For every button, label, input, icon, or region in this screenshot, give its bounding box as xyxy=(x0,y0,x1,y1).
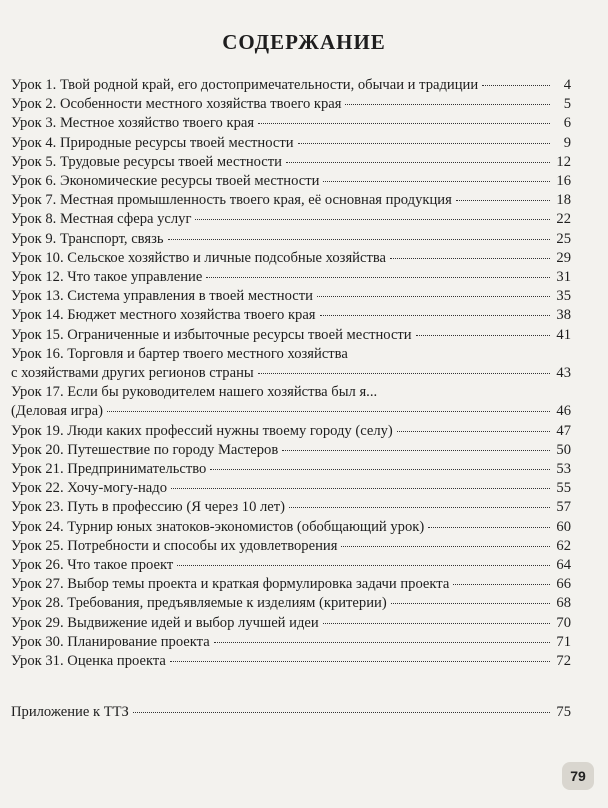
page-ref: 6 xyxy=(563,115,571,132)
lesson-title: Бюджет местного хозяйства твоего края xyxy=(67,307,316,324)
toc-appendix-title: Приложение к ТТЗ xyxy=(11,704,129,721)
dot-leader xyxy=(317,296,550,297)
dot-leader xyxy=(258,123,550,124)
dot-leader xyxy=(391,603,550,604)
lesson-title: Люди каких профессий нужны твоему городу (селу) xyxy=(67,422,393,439)
lesson-title: Природные ресурсы твоей местности xyxy=(59,134,294,151)
page-ref: 55 xyxy=(556,480,571,497)
dot-leader xyxy=(320,315,550,316)
lesson-title: Особенности местного хозяйства твоего края xyxy=(59,96,342,113)
dot-leader xyxy=(206,277,550,278)
toc-entry xyxy=(11,172,571,191)
page-ref: 25 xyxy=(556,230,571,247)
page-ref: 47 xyxy=(556,422,571,439)
page-ref: 50 xyxy=(556,441,571,458)
toc-appendix xyxy=(11,703,571,722)
toc-entry-17-line-1: Урок 17. Если бы руководителем нашего хозяйства был я... xyxy=(11,384,378,401)
dot-leader xyxy=(390,258,550,259)
dot-leader xyxy=(341,546,550,547)
toc-entry-16-page: 43 xyxy=(556,365,571,382)
toc-entry-17-line-2: (Деловая игра) xyxy=(11,403,104,420)
lesson-number: Урок 14. xyxy=(11,307,68,324)
lesson-number: Урок 2. xyxy=(11,96,60,113)
page-ref: 68 xyxy=(556,595,571,612)
page-ref: 41 xyxy=(556,326,571,343)
lesson-title: Местная промышленность твоего края, её основная продукция xyxy=(59,192,452,209)
toc-entry xyxy=(11,441,571,460)
lesson-number: Урок 8. xyxy=(11,211,60,228)
page-ref: 38 xyxy=(556,307,571,324)
lesson-title: Местная сфера услуг xyxy=(59,211,192,228)
toc-entry-17-line-2-row xyxy=(11,402,571,421)
page-ref: 62 xyxy=(556,537,571,554)
lesson-title: Потребности и способы их удовлетворения xyxy=(67,537,338,554)
lesson-title: Что такое проект xyxy=(67,557,174,574)
toc-entry xyxy=(11,230,571,249)
dot-leader xyxy=(416,335,550,336)
dot-leader xyxy=(286,162,550,163)
toc-entry xyxy=(11,191,571,210)
dot-leader xyxy=(170,661,550,662)
dot-leader xyxy=(177,565,550,566)
lesson-title: Транспорт, связь xyxy=(59,230,164,247)
toc-entry xyxy=(11,134,571,153)
lesson-number: Урок 19. xyxy=(11,422,68,439)
page-ref: 29 xyxy=(556,249,571,266)
page-ref: 12 xyxy=(556,153,571,170)
dot-leader xyxy=(323,623,550,624)
dot-leader xyxy=(133,712,550,713)
lesson-number: Урок 27. xyxy=(11,576,68,593)
toc-entry-16-line-2-row xyxy=(11,364,571,383)
page-ref: 70 xyxy=(556,614,571,631)
lesson-title: Трудовые ресурсы твоей местности xyxy=(59,153,282,170)
page-ref: 71 xyxy=(556,633,571,650)
page-ref: 9 xyxy=(563,134,571,151)
toc-entry xyxy=(11,95,571,114)
toc-entry xyxy=(11,518,571,537)
page-ref: 57 xyxy=(556,499,571,516)
table-of-contents xyxy=(11,76,571,723)
dot-leader xyxy=(323,181,550,182)
dot-leader xyxy=(453,584,550,585)
toc-entry-16 xyxy=(11,345,571,383)
page-ref: 22 xyxy=(556,211,571,228)
lesson-title: Выбор темы проекта и краткая формулировка задачи проекта xyxy=(67,576,450,593)
lesson-number: Урок 24. xyxy=(11,518,68,535)
toc-entry-17-page: 46 xyxy=(556,403,571,420)
toc-entry xyxy=(11,614,571,633)
toc-entry xyxy=(11,153,571,172)
toc-entry-17 xyxy=(11,383,571,421)
lesson-number: Урок 15. xyxy=(11,326,68,343)
dot-leader xyxy=(456,200,550,201)
lesson-number: Урок 23. xyxy=(11,499,68,516)
toc-entry xyxy=(11,652,571,671)
toc-entry xyxy=(11,556,571,575)
dot-leader xyxy=(171,488,550,489)
lesson-title: Ограниченные и избыточные ресурсы твоей местности xyxy=(67,326,412,343)
lesson-number: Урок 5. xyxy=(11,153,60,170)
toc-entry xyxy=(11,76,571,95)
lesson-number: Урок 31. xyxy=(11,653,68,670)
lesson-number: Урок 30. xyxy=(11,633,68,650)
spacer xyxy=(11,671,571,703)
dot-leader xyxy=(107,411,550,412)
toc-entry xyxy=(11,249,571,268)
toc-entry-16-line-2: с хозяйствами других регионов страны xyxy=(11,365,254,382)
lesson-number: Урок 9. xyxy=(11,230,60,247)
lesson-number: Урок 20. xyxy=(11,441,68,458)
dot-leader xyxy=(210,469,550,470)
lesson-title: Хочу-могу-надо xyxy=(67,480,167,497)
dot-leader xyxy=(195,219,550,220)
lesson-title: Твой родной край, его достопримечательности, обычаи и традиции xyxy=(59,77,479,93)
lesson-title: Система управления в твоей местности xyxy=(67,288,313,305)
page-number-badge: 79 xyxy=(562,762,594,790)
page-ref: 18 xyxy=(556,192,571,209)
dot-leader xyxy=(258,373,550,374)
lesson-number: Урок 25. xyxy=(11,537,68,554)
page-ref: 4 xyxy=(563,77,571,93)
toc-entry xyxy=(11,114,571,133)
lesson-title: Путь в профессию (Я через 10 лет) xyxy=(67,499,286,516)
page-ref: 31 xyxy=(556,269,571,286)
page-ref: 5 xyxy=(563,96,571,113)
lesson-number: Урок 26. xyxy=(11,557,68,574)
toc-entry xyxy=(11,422,571,441)
toc-entry xyxy=(11,287,571,306)
toc-entry xyxy=(11,575,571,594)
dot-leader xyxy=(345,104,550,105)
page-ref: 64 xyxy=(556,557,571,574)
dot-leader xyxy=(428,527,550,528)
dot-leader xyxy=(482,85,550,86)
lesson-title: Оценка проекта xyxy=(67,653,166,670)
page-ref: 16 xyxy=(556,173,571,190)
lesson-number: Урок 12. xyxy=(11,269,68,286)
dot-leader xyxy=(298,143,550,144)
toc-entry-16-line-1: Урок 16. Торговля и бартер твоего местного хозяйства xyxy=(11,345,348,362)
dot-leader xyxy=(282,450,550,451)
toc-entry xyxy=(11,498,571,517)
lesson-title: Местное хозяйство твоего края xyxy=(59,115,255,132)
toc-entry xyxy=(11,326,571,345)
lesson-number: Урок 28. xyxy=(11,595,68,612)
dot-leader xyxy=(397,431,550,432)
lesson-number: Урок 13. xyxy=(11,288,68,305)
dot-leader xyxy=(214,642,550,643)
lesson-title: Планирование проекта xyxy=(67,633,210,650)
lesson-title: Путешествие по городу Мастеров xyxy=(67,441,279,458)
dot-leader xyxy=(168,239,550,240)
toc-entry xyxy=(11,306,571,325)
page-ref: 53 xyxy=(556,461,571,478)
lesson-number: Урок 21. xyxy=(11,461,68,478)
lesson-title: Турнир юных знатоков-экономистов (обобщающий урок) xyxy=(67,518,425,535)
toc-list-part-2 xyxy=(11,422,571,672)
lesson-number: Урок 6. xyxy=(11,173,60,190)
lesson-title: Сельское хозяйство и личные подсобные хозяйства xyxy=(67,249,386,266)
toc-entry xyxy=(11,460,571,479)
page-ref: 72 xyxy=(556,653,571,670)
toc-entry xyxy=(11,210,571,229)
lesson-title: Предпринимательство xyxy=(67,461,207,478)
lesson-title: Что такое управление xyxy=(67,269,203,286)
lesson-title: Экономические ресурсы твоей местности xyxy=(59,173,320,190)
dot-leader xyxy=(289,507,550,508)
page-ref: 35 xyxy=(556,288,571,305)
lesson-number: Урок 22. xyxy=(11,480,68,497)
lesson-title: Выдвижение идей и выбор лучшей идеи xyxy=(67,614,319,631)
lesson-number: Урок 10. xyxy=(11,249,68,266)
lesson-number: Урок 1. xyxy=(11,77,60,93)
toc-entry xyxy=(11,594,571,613)
toc-appendix-page: 75 xyxy=(556,704,571,721)
lesson-number: Урок 4. xyxy=(11,134,60,151)
toc-entry xyxy=(11,268,571,287)
lesson-title: Требования, предъявляемые к изделиям (критерии) xyxy=(67,595,387,612)
toc-entry xyxy=(11,479,571,498)
lesson-number: Урок 7. xyxy=(11,192,60,209)
toc-list-part-1 xyxy=(11,76,571,345)
page-ref: 66 xyxy=(556,576,571,593)
toc-entry xyxy=(11,633,571,652)
page-title: СОДЕРЖАНИЕ xyxy=(222,30,386,54)
lesson-number: Урок 3. xyxy=(11,115,60,132)
page-ref: 60 xyxy=(556,518,571,535)
lesson-number: Урок 29. xyxy=(11,614,68,631)
toc-entry xyxy=(11,537,571,556)
